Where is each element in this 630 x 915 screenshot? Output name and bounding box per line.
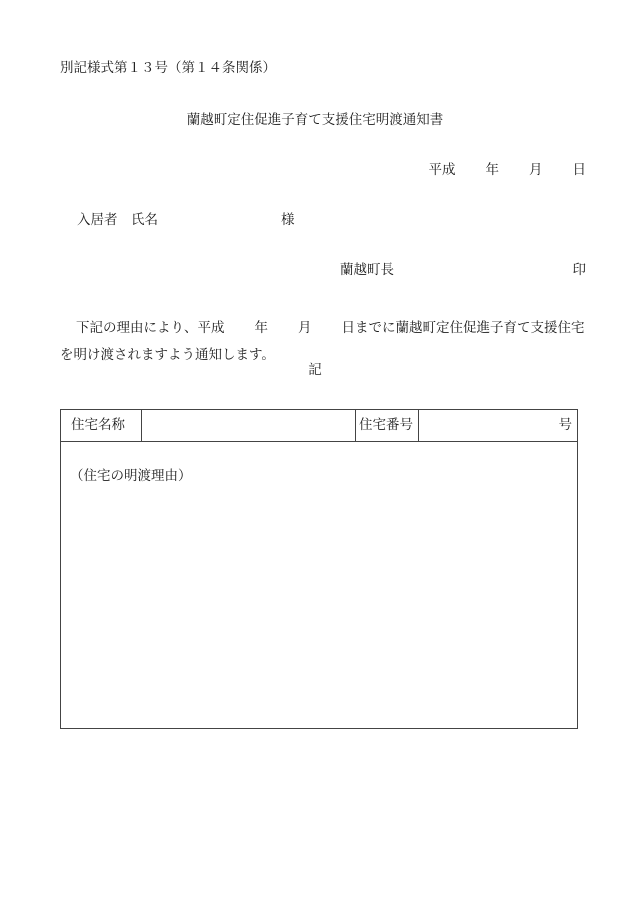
recipient-honorific: 様 (281, 212, 295, 228)
housing-number-field[interactable] (419, 410, 577, 441)
housing-number-label: 住宅番号 (356, 410, 419, 441)
body-year-label: 年 (254, 320, 268, 336)
housing-info-table (60, 409, 578, 729)
date-day-label: 日 (572, 162, 586, 178)
ki-heading: 記 (308, 362, 322, 378)
housing-header-row (61, 410, 577, 442)
notice-body (60, 315, 590, 369)
seal-mark: 印 (572, 262, 586, 278)
issuer-name: 蘭越町長 (340, 262, 394, 278)
reason-label: （住宅の明渡理由） (70, 468, 192, 484)
form-number: 別記様式第１３号（第１４条関係） (60, 60, 276, 76)
date-era: 平成 (428, 162, 456, 178)
body-month-label: 月 (298, 320, 312, 336)
document-title: 蘭越町定住促進子育て支援住宅明渡通知書 (186, 112, 444, 128)
housing-name-field[interactable] (142, 410, 356, 441)
reason-field[interactable] (61, 442, 577, 728)
date-year-label: 年 (485, 162, 499, 178)
date-line (429, 164, 587, 178)
housing-name-label: 住宅名称 (61, 410, 142, 441)
date-month-label: 月 (529, 162, 543, 178)
body-text-part2: 日までに蘭越町定住促進子育て支援住宅を明け渡されますよう通知します。 (60, 320, 585, 363)
recipient-label: 入居者 氏名 (77, 212, 158, 228)
housing-number-suffix: 号 (558, 416, 572, 433)
body-text-part1: 下記の理由により、平成 (76, 320, 225, 336)
